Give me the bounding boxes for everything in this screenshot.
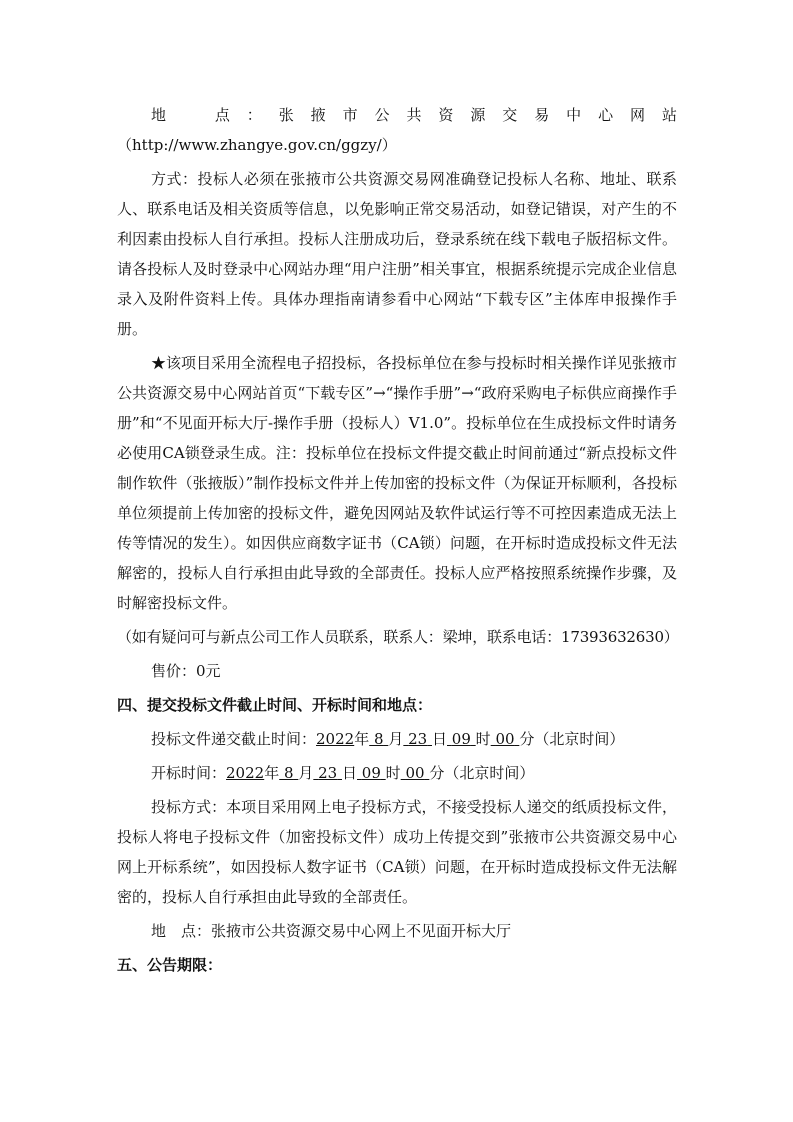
- deadline-month: 8: [374, 730, 384, 748]
- deadline-year: 2022: [316, 730, 355, 748]
- opening-time-line: [117, 758, 677, 788]
- deadline-minute: 00: [495, 730, 515, 748]
- contact-line: （如有疑问可与新点公司工作人员联系，联系人：梁坤，联系电话：17393632630）: [117, 628, 679, 646]
- deadline-day-unit: 日: [432, 730, 448, 748]
- deadline-hour: 09: [451, 730, 471, 748]
- opening-minute-unit: 分: [429, 764, 445, 782]
- opening-minute: 00: [405, 764, 425, 782]
- section-4-heading: 四、提交投标文件截止时间、开标时间和地点：: [117, 696, 433, 714]
- opening-month: 8: [284, 764, 294, 782]
- opening-day-unit: 日: [342, 764, 358, 782]
- opening-day: 23: [318, 764, 338, 782]
- deadline-year-unit: 年: [354, 730, 370, 748]
- opening-timezone: （北京时间）: [444, 764, 535, 782]
- location-line: 地 点：张掖市公共资源交易中心网站（http://www.zhangye.gov.cn/ggzy/）: [117, 106, 677, 154]
- deadline-day: 23: [408, 730, 428, 748]
- opening-year-unit: 年: [264, 764, 280, 782]
- bid-method-paragraph: 投标方式：本项目采用网上电子投标方式，不接受投标人递交的纸质投标文件，投标人将电子投标文件（加密投标文件）成功上传提交到”张掖市公共资源交易中心网上开标系统”，如因投标人数字证书（CA锁）问题，在开标时造成投标文件无法解密的，投标人自行承担由此导致的全部责任。: [117, 798, 677, 906]
- price-line: 售价：0元: [151, 662, 221, 680]
- opening-month-unit: 月: [298, 764, 314, 782]
- registration-method-paragraph: 方式：投标人必须在张掖市公共资源交易网准确登记投标人名称、地址、联系人、联系电话及相关资质等信息，以免影响正常交易活动，如登记错误，对产生的不利因素由投标人自行承担。投标人注册成功后，登录系统在线下载电子版招标文件。请各投标人及时登录中心网站办理“用户注册”相关事宜，根据系统提示完成企业信息录入及附件资料上传。具体办理指南请参看中心网站“下载专区”主体库申报操作手册。: [117, 170, 677, 338]
- deadline-timezone: （北京时间）: [534, 730, 625, 748]
- opening-year: 2022: [226, 764, 265, 782]
- star-note-paragraph: ★该项目采用全流程电子招投标，各投标单位在参与投标时相关操作详见张掖市公共资源交易中心网站首页“下载专区”→“操作手册”→“政府采购电子标供应商操作手册”和“不见面开标大厅-操作手册（投标人）V1.0”。投标单位在生成投标文件时请务必使用CA锁登录生成。注：投标单位在投标文件提交截止时间前通过“新点投标文件制作软件（张掖版）”制作投标文件并上传加密的投标文件（为保证开标顺利，各投标单位须提前上传加密的投标文件，避免因网站及软件试运行等不可控因素造成无法上传等情况的发生）。如因供应商数字证书（CA锁）问题，在开标时造成投标文件无法解密的，投标人自行承担由此导致的全部责任。投标人应严格按照系统操作步骤，及时解密投标文件。: [117, 354, 677, 612]
- deadline-label: 投标文件递交截止时间：: [151, 730, 317, 748]
- opening-hour: 09: [361, 764, 381, 782]
- deadline-month-unit: 月: [388, 730, 404, 748]
- deadline-minute-unit: 分: [519, 730, 535, 748]
- deadline-hour-unit: 时: [475, 730, 491, 748]
- opening-label: 开标时间：: [151, 764, 227, 782]
- section-5-heading: 五、公告期限：: [117, 956, 223, 974]
- deadline-line: [117, 724, 677, 754]
- document-body: [117, 100, 677, 984]
- opening-hour-unit: 时: [385, 764, 401, 782]
- opening-place-line: 地 点：张掖市公共资源交易中心网上不见面开标大厅: [151, 922, 512, 940]
